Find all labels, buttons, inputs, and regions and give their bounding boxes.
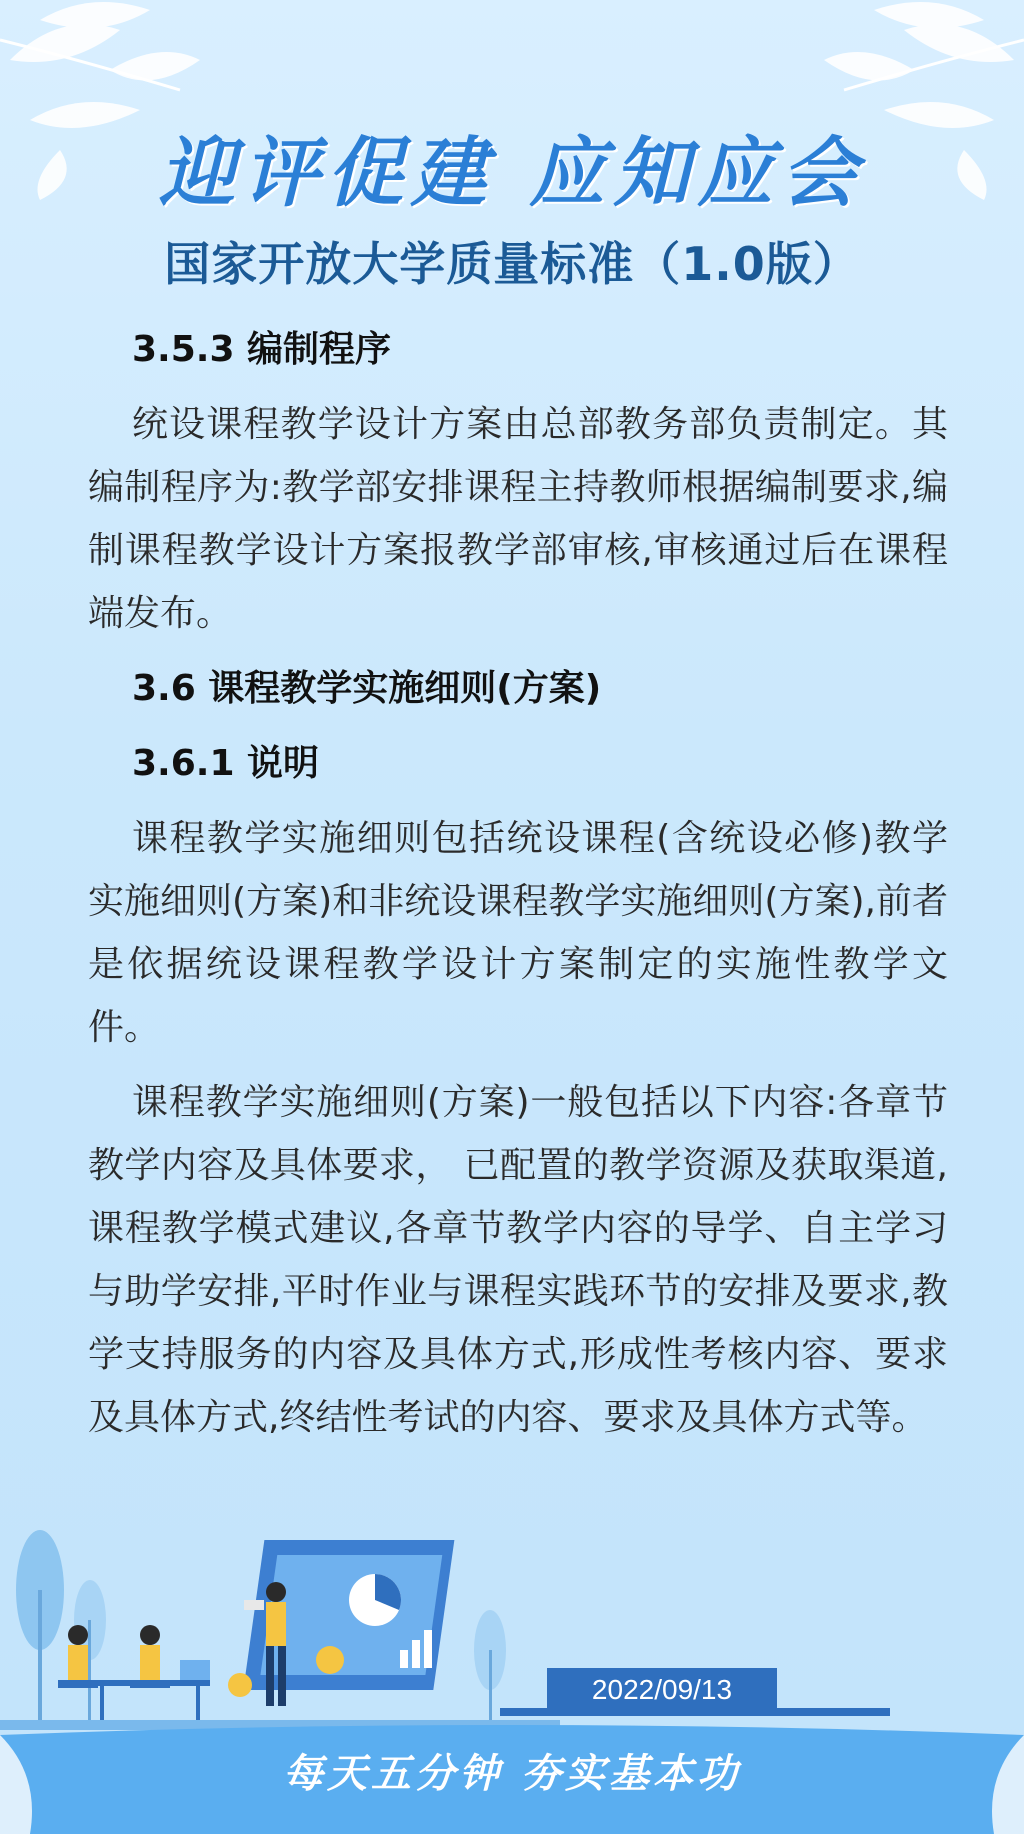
- section-heading-36: 3.6 课程教学实施细则(方案): [132, 668, 602, 709]
- paragraph-implementation-rules: 课程教学实施细则包括统设课程(含统设必修)教学实施细则(方案)和非统设课程教学实施细则(方案),前者是依据统设课程教学设计方案制定的实施性教学文件。: [88, 818, 948, 1048]
- page-subtitle: 国家开放大学质量标准（1.0版）: [164, 237, 860, 291]
- footer-slogan: 每天五分钟 夯实基本功: [283, 1750, 741, 1797]
- paragraph-compilation-procedure: 统设课程教学设计方案由总部教务部负责制定。其编制程序为:教学部安排课程主持教师根据编制要求,编制课程教学设计方案报教学部审核,审核通过后在课程端发布。: [88, 404, 948, 634]
- article-body: [88, 318, 948, 1449]
- date-badge: 2022/09/13: [547, 1668, 777, 1712]
- page-title: 迎评促建 应知应会: [158, 128, 866, 217]
- paragraph-rules-contents: 课程教学实施细则(方案)一般包括以下内容:各章节教学内容及具体要求， 已配置的教学资源及获取渠道,课程教学模式建议,各章节教学内容的导学、自主学习与助学安排,平时作业与课程实践环节的安排及要求,教学支持服务的内容及具体方式,形成性考核内容、要求及具体方式,终结性考试的内容、要求及具体方式等。: [88, 1082, 948, 1438]
- section-heading-353: 3.5.3 编制程序: [132, 329, 392, 370]
- office-illustration-icon: [0, 1500, 560, 1730]
- section-heading-361: 3.6.1 说明: [132, 743, 320, 784]
